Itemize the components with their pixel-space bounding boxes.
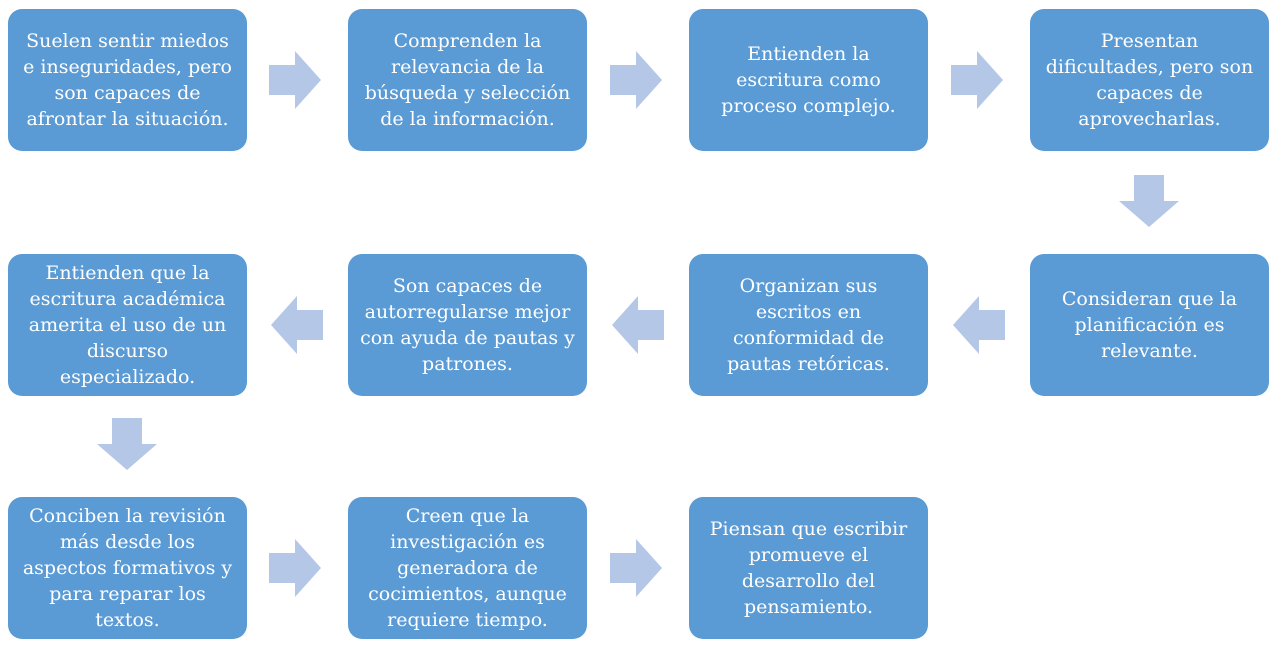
arrow-left-icon (953, 296, 1005, 354)
arrow-right-icon (610, 51, 662, 109)
step-box-7 (348, 254, 587, 396)
step-text-3: Entienden la escritura como proceso complejo. (721, 43, 896, 117)
step-box-8 (8, 254, 247, 396)
step-text-4: Presentan dificultades, pero son capaces de aprovecharlas. (1045, 30, 1254, 130)
arrow-left-icon (271, 296, 323, 354)
step-box-11 (689, 497, 928, 639)
arrow-down-icon (1119, 175, 1179, 227)
step-box-9 (8, 497, 247, 639)
step-text-8: Entienden que la escritura académica amerita el uso de un discurso especializado. (28, 262, 227, 388)
arrow-right-icon (951, 51, 1003, 109)
step-box-5 (1030, 254, 1269, 396)
arrow-down-icon (97, 418, 157, 470)
step-text-5: Consideran que la planificación es relevante. (1061, 288, 1238, 362)
step-box-3 (689, 9, 928, 151)
arrow-left-icon (612, 296, 664, 354)
arrow-right-icon (269, 539, 321, 597)
step-box-1 (8, 9, 247, 151)
step-text-10: Creen que la investigación es generadora de cocimientos, aunque requiere tiempo. (368, 505, 567, 631)
step-box-2 (348, 9, 587, 151)
step-text-7: Son capaces de autorregularse mejor con ayuda de pautas y patrones. (360, 275, 575, 375)
step-text-6: Organizan sus escritos en conformidad de pautas retóricas. (727, 275, 890, 375)
step-text-2: Comprenden la relevancia de la búsqueda y selección de la información. (364, 30, 571, 130)
arrow-right-icon (610, 539, 662, 597)
step-box-10 (348, 497, 587, 639)
step-text-11: Piensan que escribir promueve el desarrollo del pensamiento. (709, 518, 908, 618)
arrow-right-icon (269, 51, 321, 109)
step-box-4 (1030, 9, 1269, 151)
step-text-1: Suelen sentir miedos e inseguridades, pero son capaces de afrontar la situación. (23, 30, 232, 130)
step-box-6 (689, 254, 928, 396)
step-text-9: Conciben la revisión más desde los aspectos formativos y para reparar los textos. (22, 505, 233, 631)
